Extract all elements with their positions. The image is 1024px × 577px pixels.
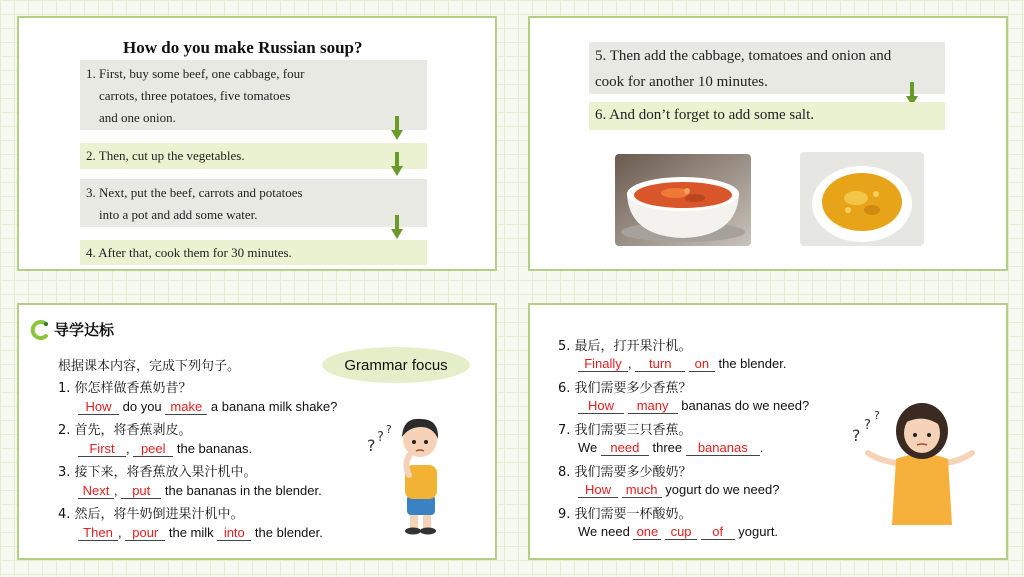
q2-answer-1[interactable]: First [78,441,126,457]
q1-answer-1[interactable]: How [78,399,119,415]
q1-answer-2[interactable]: make [165,399,207,415]
step-1-line-1: 1. First, buy some beef, one cabbage, four [86,66,305,81]
q9-answer-3[interactable]: of [701,524,735,540]
svg-text:?: ? [386,423,392,436]
panel-grammar-exercise-2 [528,303,1008,560]
shrugging-girl-illustration [850,385,980,527]
q1-text-mid: do you [122,399,162,414]
q7-chinese: 7. 我们需要三只香蕉。 [558,423,692,438]
step-5 [589,42,945,94]
q3-answer-2[interactable]: put [121,483,161,499]
q5-answer-3[interactable]: on [689,356,715,372]
q5-sentence [578,356,786,372]
q3-chinese: 3. 接下来，将香蕉放入果汁机中。 [58,465,257,480]
step-6 [589,102,945,130]
down-arrow-icon [391,116,403,140]
section-header-title: 导学达标 [54,321,115,339]
step-3 [80,179,427,227]
q7-sentence [578,440,763,456]
step-3-line-1: 3. Next, put the beef, carrots and potatoes [86,185,303,200]
q6-answer-1[interactable]: How [578,398,624,414]
q3-comma: , [114,483,118,498]
q8-chinese: 8. 我们需要多少酸奶？ [558,465,692,480]
q6-answer-2[interactable]: many [628,398,678,414]
q7-answer-2[interactable]: bananas [686,440,760,456]
down-arrow-icon [391,152,403,176]
q5-text-end: the blender. [718,356,787,371]
q2-chinese: 2. 首先，将香蕉剥皮。 [58,423,192,438]
q4-text-end: the blender. [254,525,323,540]
q6-chinese: 6. 我们需要多少香蕉？ [558,381,692,396]
panel-grammar-exercise-1 [17,303,497,560]
q9-chinese: 9. 我们需要一杯酸奶。 [558,507,692,522]
step-4 [80,240,427,265]
q5-comma: , [628,356,632,371]
step-2 [80,143,427,169]
q5-answer-1[interactable]: Finally [578,356,628,372]
grammar-focus-badge: Grammar focus [322,347,470,383]
q2-answer-2[interactable]: peel [133,441,173,457]
step-5-line-1: 5. Then add the cabbage, tomatoes and onion and [595,48,892,64]
step-1 [80,60,427,130]
vegetable-soup-photo [800,152,924,246]
step-6-text: 6. And don’t forget to add some salt. [595,107,815,123]
step-1-line-2: carrots, three potatoes, five tomatoes [99,88,291,103]
step-4-text: 4. After that, cook them for 30 minutes. [86,245,292,260]
q5-answer-2[interactable]: turn [635,356,685,372]
q4-answer-2[interactable]: pour [125,525,165,541]
q5-chinese: 5. 最后，打开果汁机。 [558,339,692,354]
panel-soup-final-steps [528,16,1008,271]
q7-period: . [759,440,764,455]
svg-text:?: ? [367,436,376,455]
step-2-text: 2. Then, cut up the vegetables. [86,148,245,163]
q4-answer-3[interactable]: into [217,525,251,541]
section-header [30,319,114,340]
q4-chinese: 4. 然后，将牛奶倒进果汁机中。 [58,507,244,522]
q9-sentence [578,524,778,540]
down-arrow-icon [391,215,403,239]
svg-text:?: ? [874,409,880,422]
q9-text-end: yogurt. [738,524,779,539]
q9-answer-1[interactable]: one [633,524,661,540]
q9-text-start: We need [578,524,630,539]
q8-answer-2[interactable]: much [622,482,662,498]
q1-text-end: a banana milk shake? [210,399,338,414]
step-3-line-2: into a pot and add some water. [99,207,258,222]
q7-text-start: We [578,440,598,455]
q2-sentence [78,441,252,457]
step-1-line-3: and one onion. [99,110,176,125]
q6-text-end: bananas do we need? [681,398,810,413]
q7-text-mid: three [652,440,683,455]
q6-sentence [578,398,809,414]
q8-answer-1[interactable]: How [578,482,618,498]
q4-comma: , [118,525,122,540]
thinking-boy-illustration [365,395,451,535]
panel-russian-soup-steps [17,16,497,271]
q3-text-end: the bananas in the blender. [164,483,322,498]
q9-answer-2[interactable]: cup [665,524,697,540]
q1-chinese: 1. 你怎样做香蕉奶昔？ [58,381,192,396]
q4-sentence [78,525,323,541]
c-logo-icon [30,320,52,340]
q2-comma: , [126,441,130,456]
q2-text-end: the bananas. [176,441,253,456]
q7-answer-1[interactable]: need [601,440,649,456]
q8-text-end: yogurt do we need? [665,482,780,497]
step-5-line-2: cook for another 10 minutes. [595,74,768,90]
svg-text:?: ? [852,426,861,445]
svg-text:?: ? [864,418,871,433]
q4-answer-1[interactable]: Then [78,525,118,541]
q1-sentence [78,399,337,415]
svg-text:?: ? [377,430,384,445]
slide-title: How do you make Russian soup? [123,38,363,57]
tomato-soup-photo [615,154,751,246]
q3-sentence [78,483,322,499]
q3-answer-1[interactable]: Next [78,483,114,499]
q8-sentence [578,482,779,498]
instruction: 根据课本内容，完成下列句子。 [58,359,241,374]
q4-text-mid: the milk [168,525,214,540]
